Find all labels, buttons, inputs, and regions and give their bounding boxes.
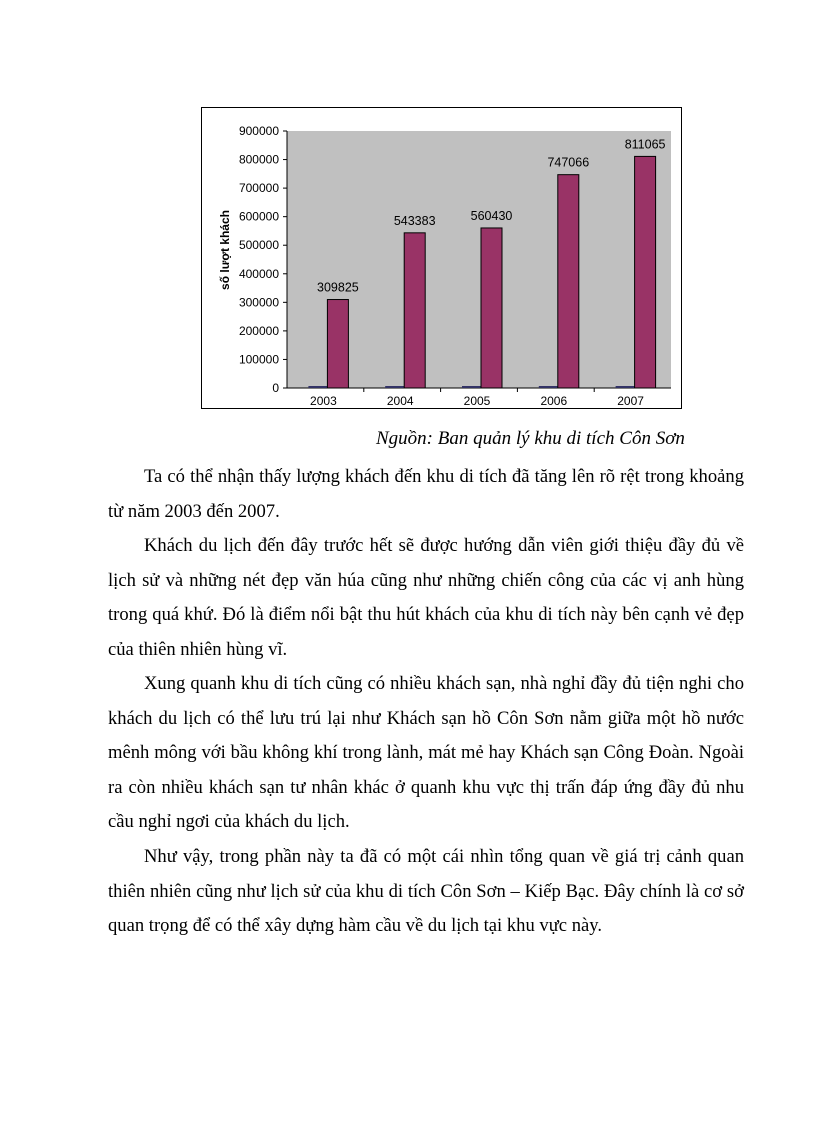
bar-baseline-mark — [308, 386, 327, 388]
x-tick-label: 2004 — [386, 394, 414, 408]
x-tick-label: 2003 — [310, 394, 337, 408]
y-axis-title: số lượt khách — [218, 210, 232, 290]
bar-value-label: 543383 — [393, 213, 436, 228]
y-tick-label: 700000 — [238, 181, 279, 196]
y-tick-label: 800000 — [238, 152, 279, 167]
x-tick-label: 2005 — [463, 394, 491, 408]
y-tick-label: 0 — [272, 381, 279, 395]
bar-baseline-mark — [385, 386, 404, 388]
x-tick-label: 2006 — [540, 394, 568, 408]
bar — [481, 228, 502, 388]
body-paragraph: Xung quanh khu di tích cũng có nhiều khách sạn, nhà nghỉ đầy đủ tiện nghi cho khách du lịch có thể lưu trú lại như Khách sạn hồ Côn Sơn nằm giữa một hồ nước mênh mông với bầu không khí trong lành, mát mẻ hay Khách sạn Công Đoàn. Ngoài ra còn nhiều khách sạn tư nhân khác ở quanh khu vực thị trấn đáp ứng đầy đủ nhu cầu nghỉ ngơi của khách du lịch. — [108, 673, 744, 832]
bar-baseline-mark — [616, 386, 635, 388]
bar-value-label: 811065 — [624, 137, 666, 152]
y-tick-label: 500000 — [238, 238, 279, 253]
bar-value-label: 560430 — [470, 208, 513, 223]
x-tick-label: 2007 — [617, 394, 644, 408]
body-paragraph: Khách du lịch đến đây trước hết sẽ được hướng dẫn viên giới thiệu đầy đủ về lịch sử và những nét đẹp văn húa cũng như những chiến công của các vị anh hùng trong quá khứ. Đó là điểm nổi bật thu hút khách của khu di tích này bên cạnh vẻ đẹp của thiên nhiên hùng vĩ. — [108, 535, 744, 660]
bar — [404, 233, 425, 388]
bar-value-label: 747066 — [547, 155, 590, 170]
chart-source-note: Nguồn: Ban quản lý khu di tích Côn Sơn — [376, 428, 685, 449]
bar-chart — [201, 107, 682, 409]
body-paragraph: Ta có thể nhận thấy lượng khách đến khu di tích đã tăng lên rõ rệt trong khoảng từ năm 2003 đến 2007. — [108, 466, 744, 522]
y-tick-label: 600000 — [238, 209, 279, 224]
bar-baseline-mark — [462, 386, 481, 388]
y-tick-label: 200000 — [238, 323, 279, 338]
y-tick-label: 100000 — [238, 352, 279, 367]
bar-chart-svg — [202, 108, 681, 408]
bar-baseline-mark — [539, 386, 558, 388]
body-paragraph: Như vậy, trong phần này ta đã có một cái nhìn tổng quan về giá trị cảnh quan thiên nhiên cũng như lịch sử của khu di tích Côn Sơn – Kiếp Bạc. Đây chính là cơ sở quan trọng để có thể xây dựng hàm cầu về du lịch tại khu vực này. — [108, 846, 744, 936]
y-tick-label: 400000 — [238, 266, 279, 281]
y-tick-label: 900000 — [238, 124, 279, 138]
bar — [558, 175, 579, 388]
bar — [327, 300, 348, 388]
bar — [635, 156, 656, 388]
bar-value-label: 309825 — [317, 280, 359, 295]
y-tick-label: 300000 — [238, 295, 279, 310]
